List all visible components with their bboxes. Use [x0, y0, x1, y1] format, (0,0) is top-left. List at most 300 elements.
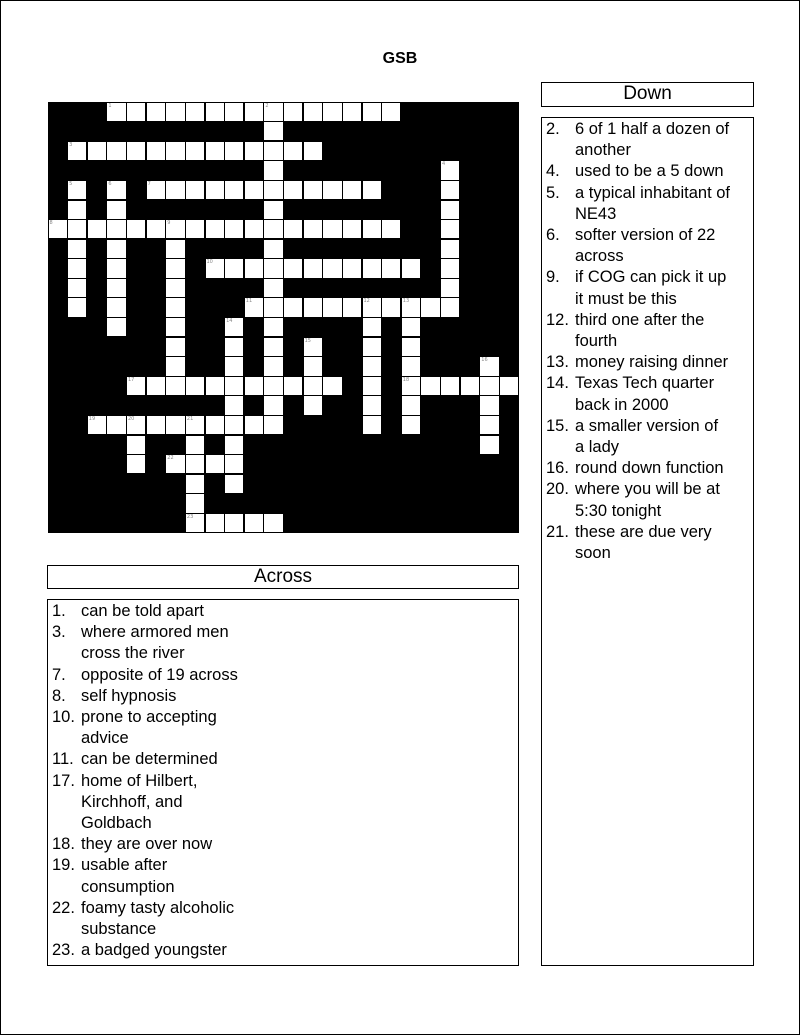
grid-cell[interactable] [206, 142, 224, 160]
grid-cell[interactable] [245, 259, 263, 277]
clue-number [52, 919, 81, 940]
grid-cell[interactable] [441, 220, 459, 238]
grid-cell[interactable] [343, 220, 361, 238]
grid-cell[interactable] [441, 181, 459, 199]
clue-text: a lady [575, 438, 620, 457]
cell-number: 20 [128, 416, 135, 422]
grid-cell[interactable] [264, 181, 282, 199]
grid-cell[interactable] [284, 142, 302, 160]
grid-cell[interactable] [264, 416, 282, 434]
clue-text: if COG can pick it up [575, 268, 727, 287]
grid-cell[interactable] [402, 416, 420, 434]
grid-cell[interactable] [264, 396, 282, 414]
grid-cell[interactable] [402, 357, 420, 375]
grid-cell[interactable] [264, 122, 282, 140]
grid-cell[interactable] [461, 377, 479, 395]
grid-cell[interactable] [441, 240, 459, 258]
cell-number: 8 [49, 220, 53, 226]
grid-cell[interactable] [107, 240, 125, 258]
clue-text: self hypnosis [81, 686, 177, 705]
grid-cell[interactable] [264, 357, 282, 375]
grid-cell[interactable] [264, 318, 282, 336]
clue-number: 14. [546, 374, 569, 393]
grid-cell[interactable] [480, 396, 498, 414]
grid-cell[interactable] [264, 142, 282, 160]
grid-cell[interactable] [127, 377, 145, 395]
clue-number [546, 331, 575, 352]
grid-cell[interactable] [68, 142, 86, 160]
grid-cell[interactable] [225, 220, 243, 238]
down-clue-line [546, 373, 753, 394]
grid-cell[interactable] [225, 181, 243, 199]
clue-text: where you will be at [575, 480, 720, 499]
clue-number: 10. [52, 708, 75, 727]
clue-number [546, 289, 575, 310]
cell-number: 23 [186, 513, 194, 520]
clue-number: 5. [546, 183, 560, 202]
clue-number: 19. [52, 856, 75, 875]
across-clue-line [52, 643, 518, 664]
grid-cell[interactable] [264, 338, 282, 356]
clue-text: these are due very [575, 522, 712, 541]
clue-number [52, 792, 81, 813]
grid-cell[interactable] [245, 298, 263, 316]
grid-cell[interactable] [264, 298, 282, 316]
grid-cell[interactable] [421, 377, 439, 395]
down-clue-line [546, 246, 753, 267]
grid-cell[interactable] [166, 357, 184, 375]
clue-number: 8. [52, 686, 66, 705]
clue-text: across [575, 247, 624, 266]
grid-cell[interactable] [127, 142, 145, 160]
grid-cell[interactable] [166, 259, 184, 277]
grid-cell[interactable] [264, 201, 282, 219]
across-clue-line [52, 834, 518, 855]
grid-cell[interactable] [441, 259, 459, 277]
clue-text: Texas Tech quarter [575, 374, 715, 393]
grid-cell[interactable] [206, 259, 224, 277]
clue-text: substance [81, 920, 157, 939]
clue-text: 5:30 tonight [575, 501, 662, 520]
grid-cell[interactable] [68, 279, 86, 297]
clue-text: Goldbach [81, 814, 152, 833]
grid-cell[interactable] [147, 103, 165, 121]
clue-text: NE43 [575, 204, 617, 223]
clue-text: softer version of 22 [575, 226, 716, 245]
down-clue-line [546, 479, 753, 500]
cell-number: 13 [402, 298, 410, 305]
grid-cell[interactable] [363, 377, 381, 395]
grid-cell[interactable] [68, 240, 86, 258]
grid-cell[interactable] [245, 377, 263, 395]
grid-cell[interactable] [225, 142, 243, 160]
grid-cell[interactable] [382, 103, 400, 121]
grid-cell[interactable] [363, 103, 381, 121]
grid-cell[interactable] [245, 142, 263, 160]
grid-cell[interactable] [304, 220, 322, 238]
grid-cell[interactable] [49, 220, 67, 238]
grid-cell[interactable] [68, 181, 86, 199]
across-clue-line [52, 707, 518, 728]
grid-cell[interactable] [166, 416, 184, 434]
grid-cell[interactable] [343, 298, 361, 316]
cell-number: 21 [186, 416, 194, 422]
grid-cell[interactable] [304, 298, 322, 316]
clue-text: soon [575, 544, 611, 563]
clue-number: 4. [546, 162, 560, 181]
grid-cell[interactable] [166, 103, 184, 121]
cell-number: 12 [363, 298, 370, 305]
clue-number: 12. [546, 310, 569, 329]
grid-cell[interactable] [323, 103, 341, 121]
grid-cell[interactable] [107, 201, 125, 219]
grid-cell[interactable] [343, 259, 361, 277]
grid-cell[interactable] [304, 142, 322, 160]
clue-number: 16. [546, 459, 569, 478]
grid-cell[interactable] [264, 514, 282, 532]
down-clue-line [546, 267, 753, 288]
grid-cell[interactable] [186, 103, 204, 121]
grid-cell[interactable] [206, 514, 224, 532]
grid-cell[interactable] [107, 279, 125, 297]
clue-text: fourth [575, 332, 618, 351]
clue-number: 20. [546, 480, 569, 499]
clue-number: 7. [52, 665, 66, 684]
grid-cell[interactable] [225, 338, 243, 356]
cell-number: 2 [265, 102, 269, 109]
grid-cell[interactable] [245, 416, 263, 434]
across-clue-line [52, 601, 518, 622]
grid-cell[interactable] [225, 475, 243, 493]
grid-cell[interactable] [147, 181, 165, 199]
grid-cell[interactable] [402, 318, 420, 336]
grid-cell[interactable] [402, 259, 420, 277]
grid-cell[interactable] [363, 318, 381, 336]
clue-number: 9. [546, 268, 560, 287]
grid-cell[interactable] [107, 220, 125, 238]
grid-cell[interactable] [304, 338, 322, 356]
grid-cell[interactable] [127, 416, 145, 434]
down-clue-line [546, 458, 753, 479]
clue-text: a smaller version of [575, 416, 719, 435]
grid-cell[interactable] [245, 514, 263, 532]
grid-cell[interactable] [480, 436, 498, 454]
grid-cell[interactable] [88, 416, 106, 434]
down-clue-line [546, 183, 753, 204]
across-clue-line [52, 665, 518, 686]
grid-cell[interactable] [480, 377, 498, 395]
across-clue-line [52, 749, 518, 770]
grid-cell[interactable] [147, 416, 165, 434]
clue-text: they are over now [81, 835, 213, 854]
grid-cell[interactable] [323, 377, 341, 395]
grid-cell[interactable] [127, 455, 145, 473]
clue-text: it must be this [575, 289, 677, 308]
grid-cell[interactable] [127, 436, 145, 454]
grid-cell[interactable] [166, 455, 184, 473]
clue-number: 17. [52, 771, 75, 790]
grid-cell[interactable] [186, 455, 204, 473]
grid-cell[interactable] [323, 298, 341, 316]
grid-cell[interactable] [304, 357, 322, 375]
clue-text: consumption [81, 877, 175, 896]
grid-cell[interactable] [264, 161, 282, 179]
grid-cell[interactable] [323, 259, 341, 277]
grid-cell[interactable] [304, 181, 322, 199]
grid-cell[interactable] [284, 103, 302, 121]
clue-text: prone to accepting [81, 708, 217, 727]
clue-text: another [575, 141, 631, 160]
grid-cell[interactable] [186, 181, 204, 199]
cell-number: 17 [128, 376, 135, 383]
grid-cell[interactable] [402, 377, 420, 395]
grid-cell[interactable] [186, 514, 204, 532]
across-clue-line [52, 771, 518, 792]
grid-cell[interactable] [206, 377, 224, 395]
grid-cell[interactable] [107, 298, 125, 316]
clue-text: money raising dinner [575, 353, 729, 372]
grid-cell[interactable] [441, 298, 459, 316]
grid-cell[interactable] [68, 201, 86, 219]
grid-cell[interactable] [88, 220, 106, 238]
grid-cell[interactable] [284, 181, 302, 199]
cell-number: 4 [442, 161, 446, 168]
grid-cell[interactable] [382, 259, 400, 277]
grid-cell[interactable] [225, 514, 243, 532]
grid-cell[interactable] [363, 416, 381, 434]
grid-cell[interactable] [147, 220, 165, 238]
cell-number: 9 [167, 220, 171, 226]
cell-number: 14 [226, 318, 233, 324]
grid-cell[interactable] [382, 220, 400, 238]
grid-cell[interactable] [421, 298, 439, 316]
down-clue-line [546, 437, 753, 458]
clue-number [52, 813, 81, 834]
grid-cell[interactable] [225, 318, 243, 336]
cell-number: 18 [402, 376, 410, 383]
clue-number: 11. [52, 750, 74, 769]
grid-cell[interactable] [166, 318, 184, 336]
grid-cell[interactable] [225, 396, 243, 414]
grid-cell[interactable] [225, 357, 243, 375]
cell-number: 22 [167, 455, 174, 462]
clue-text: 6 of 1 half a dozen of [575, 120, 730, 138]
clue-text: Kirchhoff, and [81, 792, 183, 811]
across-clues-panel [47, 599, 519, 966]
grid-cell[interactable] [107, 318, 125, 336]
across-header: Across [47, 565, 519, 589]
grid-cell[interactable] [186, 436, 204, 454]
grid-cell[interactable] [225, 103, 243, 121]
across-clue-line [52, 877, 518, 898]
grid-cell[interactable] [323, 220, 341, 238]
grid-cell[interactable] [363, 259, 381, 277]
grid-cell[interactable] [245, 181, 263, 199]
grid-cell[interactable] [225, 416, 243, 434]
down-clue-line [546, 522, 753, 543]
grid-cell[interactable] [186, 416, 204, 434]
grid-cell[interactable] [304, 259, 322, 277]
grid-cell[interactable] [284, 220, 302, 238]
down-clue-line [546, 204, 753, 225]
grid-cell[interactable] [206, 220, 224, 238]
grid-cell[interactable] [343, 181, 361, 199]
grid-cell[interactable] [480, 357, 498, 375]
clue-number [546, 204, 575, 225]
clue-number: 22. [52, 898, 75, 917]
grid-cell[interactable] [284, 259, 302, 277]
grid-cell[interactable] [225, 259, 243, 277]
down-clue-line [546, 543, 753, 564]
clue-number: 15. [546, 416, 569, 435]
across-clue-line [52, 813, 518, 834]
grid-cell[interactable] [304, 396, 322, 414]
grid-cell[interactable] [363, 298, 381, 316]
clue-number [546, 543, 575, 564]
grid-cell[interactable] [166, 338, 184, 356]
grid-cell[interactable] [107, 181, 125, 199]
down-clue-line [546, 395, 753, 416]
grid-cell[interactable] [166, 142, 184, 160]
grid-cell[interactable] [186, 377, 204, 395]
grid-cell[interactable] [186, 142, 204, 160]
clue-number: 2. [546, 120, 560, 138]
grid-cell[interactable] [225, 377, 243, 395]
grid-cell[interactable] [206, 181, 224, 199]
grid-cell[interactable] [68, 259, 86, 277]
cell-number: 6 [108, 180, 112, 187]
grid-cell[interactable] [402, 396, 420, 414]
grid-cell[interactable] [68, 220, 86, 238]
clue-number [546, 395, 575, 416]
grid-cell[interactable] [107, 142, 125, 160]
grid-cell[interactable] [264, 240, 282, 258]
grid-cell[interactable] [304, 377, 322, 395]
grid-cell[interactable] [107, 103, 125, 121]
across-clue-line [52, 940, 518, 961]
across-clue-line [52, 622, 518, 643]
grid-cell[interactable] [500, 377, 518, 395]
grid-cell[interactable] [206, 416, 224, 434]
grid-cell[interactable] [284, 377, 302, 395]
cell-number: 19 [88, 416, 96, 422]
grid-cell[interactable] [363, 357, 381, 375]
cell-number: 15 [304, 337, 311, 344]
cell-number: 10 [206, 259, 213, 266]
clue-number [52, 728, 81, 749]
clue-number [546, 437, 575, 458]
grid-cell[interactable] [245, 220, 263, 238]
grid-cell[interactable] [245, 103, 263, 121]
clue-text: can be determined [81, 750, 218, 769]
clue-number: 23. [52, 941, 75, 960]
down-clue-line [546, 331, 753, 352]
grid-cell[interactable] [107, 259, 125, 277]
grid-cell[interactable] [304, 103, 322, 121]
grid-cell[interactable] [166, 298, 184, 316]
across-clue-line [52, 686, 518, 707]
grid-cell[interactable] [206, 103, 224, 121]
clue-text: foamy tasty alcoholic [81, 898, 235, 917]
grid-cell[interactable] [363, 396, 381, 414]
grid-cell[interactable] [107, 416, 125, 434]
clue-text: third one after the [575, 310, 705, 329]
down-header: Down [541, 82, 754, 107]
clue-number: 13. [546, 353, 569, 372]
grid-cell[interactable] [284, 298, 302, 316]
grid-cell[interactable] [147, 377, 165, 395]
grid-cell[interactable] [147, 142, 165, 160]
clue-text: home of Hilbert, [81, 771, 198, 790]
down-clue-line [546, 161, 753, 182]
cell-number: 11 [245, 298, 253, 305]
grid-cell[interactable] [166, 240, 184, 258]
grid-cell[interactable] [323, 181, 341, 199]
grid-cell[interactable] [127, 220, 145, 238]
across-clue-line [52, 728, 518, 749]
grid-cell[interactable] [264, 377, 282, 395]
grid-cell[interactable] [402, 338, 420, 356]
grid-cell[interactable] [382, 298, 400, 316]
grid-cell[interactable] [363, 338, 381, 356]
grid-cell[interactable] [186, 475, 204, 493]
grid-cell[interactable] [343, 103, 361, 121]
down-clue-line [546, 119, 753, 140]
clue-number [546, 246, 575, 267]
down-clue-line [546, 289, 753, 310]
grid-cell[interactable] [363, 181, 381, 199]
clue-number [546, 140, 575, 161]
grid-cell[interactable] [186, 220, 204, 238]
down-clue-line [546, 225, 753, 246]
grid-cell[interactable] [127, 103, 145, 121]
grid-cell[interactable] [68, 298, 86, 316]
clue-text: can be told apart [81, 602, 204, 620]
grid-cell[interactable] [441, 279, 459, 297]
clue-text: opposite of 19 across [81, 665, 238, 684]
grid-cell[interactable] [264, 279, 282, 297]
grid-cell[interactable] [363, 220, 381, 238]
clue-number: 21. [546, 522, 569, 541]
grid-cell[interactable] [402, 298, 420, 316]
grid-cell[interactable] [441, 161, 459, 179]
grid-cell[interactable] [264, 259, 282, 277]
grid-cell[interactable] [264, 220, 282, 238]
grid-cell[interactable] [264, 103, 282, 121]
clue-text: usable after [81, 856, 168, 875]
clue-number [52, 643, 81, 664]
cell-number: 1 [108, 102, 112, 109]
grid-cell[interactable] [441, 377, 459, 395]
grid-cell[interactable] [166, 377, 184, 395]
clue-number: 1. [52, 602, 66, 620]
grid-cell[interactable] [206, 455, 224, 473]
grid-cell[interactable] [166, 181, 184, 199]
clue-text: back in 2000 [575, 395, 669, 414]
down-clues-panel [541, 117, 754, 966]
grid-cell[interactable] [225, 455, 243, 473]
crossword-grid [48, 102, 519, 533]
grid-cell[interactable] [88, 142, 106, 160]
grid-cell[interactable] [441, 201, 459, 219]
grid-cell[interactable] [480, 416, 498, 434]
grid-cell[interactable] [186, 494, 204, 512]
grid-cell[interactable] [166, 279, 184, 297]
cell-number: 5 [69, 180, 73, 187]
grid-cell[interactable] [166, 220, 184, 238]
grid-cell[interactable] [225, 436, 243, 454]
clue-text: a badged youngster [81, 941, 227, 960]
